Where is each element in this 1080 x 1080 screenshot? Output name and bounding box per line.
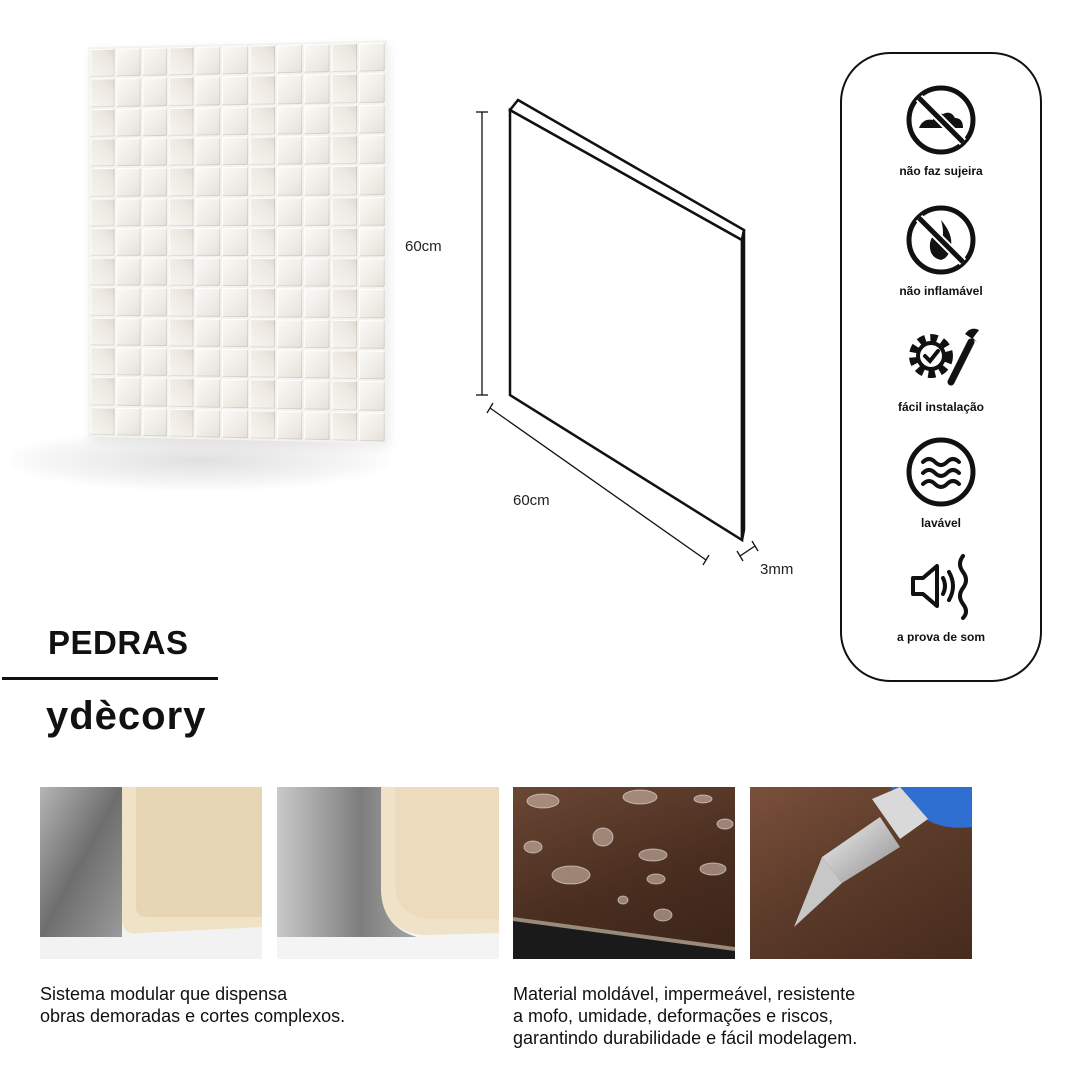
stone-tile	[359, 197, 385, 226]
waterproof-wood-photo	[513, 787, 735, 959]
stone-tile	[359, 43, 385, 72]
stone-tile	[277, 319, 302, 348]
stone-tile	[196, 46, 221, 75]
stone-tile	[196, 409, 221, 438]
feature-no-dirt	[842, 84, 1040, 178]
stone-tile	[196, 349, 221, 378]
stone-tile	[277, 228, 302, 257]
stone-tile	[331, 74, 357, 103]
stone-tile	[143, 378, 167, 406]
stone-tile	[359, 135, 385, 164]
stone-tile	[277, 44, 302, 73]
stone-tile	[277, 411, 302, 440]
thickness-dimension-line	[740, 546, 755, 556]
width-label: 60cm	[513, 492, 550, 509]
stone-tile	[116, 48, 140, 76]
board-side-edge	[742, 230, 744, 540]
stone-tile	[116, 348, 140, 376]
stone-tile	[223, 76, 248, 105]
stone-tile	[90, 288, 114, 316]
stone-tile	[359, 166, 385, 195]
brand-logo: ydècory	[46, 694, 207, 738]
stone-tile	[223, 137, 248, 166]
stone-tile	[143, 168, 167, 196]
stone-tile	[169, 137, 194, 165]
features-card	[840, 52, 1042, 682]
stone-tile	[277, 75, 302, 104]
stone-tile	[116, 377, 140, 405]
stone-tile	[116, 288, 140, 316]
feature-label: lavável	[920, 516, 962, 530]
stone-tile	[331, 43, 357, 72]
stone-tile	[143, 198, 167, 226]
stone-tile	[223, 349, 248, 378]
stone-tile	[169, 348, 194, 376]
dimension-diagram	[470, 90, 810, 590]
stone-tile	[143, 408, 167, 437]
stone-tile	[90, 228, 114, 256]
stone-tile	[331, 320, 357, 349]
stone-tile	[359, 289, 385, 318]
stone-tile	[223, 228, 248, 256]
stone-tile	[223, 197, 248, 225]
stone-tile	[331, 381, 357, 410]
stone-tile	[143, 138, 167, 166]
stone-tile	[116, 228, 140, 256]
modular-corner-photo-1	[40, 787, 262, 959]
feature-label: fácil instalação	[897, 400, 985, 414]
stone-tile	[331, 350, 357, 379]
stone-tile	[90, 79, 114, 107]
stone-tile	[359, 381, 385, 410]
stone-tile	[90, 109, 114, 137]
stone-tile	[223, 409, 248, 438]
stone-tile	[331, 289, 357, 318]
stone-tile	[249, 45, 274, 74]
stone-tile	[90, 347, 114, 375]
caption-modular	[40, 983, 345, 1027]
stone-tile	[249, 197, 274, 225]
stone-tile	[116, 108, 140, 136]
stone-tile	[196, 288, 221, 316]
stone-tile	[249, 410, 274, 439]
stone-tile	[277, 350, 302, 379]
stone-tile	[359, 258, 385, 287]
stone-tile-grid	[88, 40, 386, 443]
stone-tile	[196, 77, 221, 106]
stone-tile	[249, 258, 274, 286]
stone-tile	[331, 258, 357, 287]
feature-easy-install	[842, 320, 1040, 414]
feature-label: a prova de som	[896, 630, 986, 644]
caption-line: obras demoradas e cortes complexos.	[40, 1006, 346, 1026]
stone-tile	[249, 228, 274, 256]
stone-tile	[304, 411, 329, 440]
stone-tile	[304, 166, 329, 195]
stone-tile	[223, 258, 248, 286]
feature-label: não inflamável	[899, 284, 983, 298]
stone-tile	[169, 288, 194, 316]
stone-tile	[196, 258, 221, 286]
stone-tile	[169, 107, 194, 135]
stone-tile	[169, 168, 194, 196]
stone-tile	[116, 168, 140, 196]
stone-tile	[196, 318, 221, 346]
stone-tile	[304, 319, 329, 348]
stone-tile	[169, 198, 194, 226]
stone-tile	[249, 289, 274, 318]
stone-tile	[90, 377, 114, 405]
stone-tile	[116, 138, 140, 166]
stone-tile	[90, 407, 114, 435]
stone-tile	[90, 317, 114, 345]
stone-tile	[223, 167, 248, 195]
stone-tile	[116, 198, 140, 226]
stone-tile	[277, 258, 302, 287]
stone-tile	[304, 136, 329, 165]
stone-tile	[331, 197, 357, 226]
caption-line: a mofo, umidade, deformações e riscos,	[513, 1006, 834, 1026]
stone-tile	[223, 46, 248, 75]
stone-tile	[304, 197, 329, 226]
stone-tile	[249, 136, 274, 165]
stone-tile	[196, 167, 221, 195]
stone-tile	[196, 228, 221, 256]
stone-tile	[196, 198, 221, 226]
stone-tile	[277, 380, 302, 409]
stone-tile	[223, 319, 248, 348]
brand-divider	[2, 677, 218, 680]
stone-tile	[143, 228, 167, 256]
stone-tile	[359, 228, 385, 257]
stone-tile	[90, 168, 114, 196]
stone-tile	[304, 258, 329, 287]
stone-tile	[116, 78, 140, 106]
stone-tile	[196, 379, 221, 408]
stone-tile	[90, 198, 114, 226]
stone-tile	[249, 76, 274, 105]
speaker-soundwave-icon	[901, 550, 981, 622]
stone-panel-image	[0, 30, 420, 500]
feature-washable	[842, 436, 1040, 530]
stone-tile	[249, 349, 274, 378]
stone-tile	[143, 48, 167, 77]
brand-name: PEDRAS	[48, 624, 189, 661]
stone-tile	[331, 105, 357, 134]
stone-tile	[169, 47, 194, 76]
stone-tile	[304, 44, 329, 73]
stone-tile	[116, 258, 140, 286]
stone-tile	[249, 106, 274, 135]
stone-tile	[331, 135, 357, 164]
stone-tile	[116, 407, 140, 435]
stone-tile	[277, 197, 302, 226]
water-waves-icon	[905, 436, 977, 508]
stone-tile	[304, 380, 329, 409]
stone-tile	[304, 350, 329, 379]
stone-tile	[116, 318, 140, 346]
stone-tile	[359, 320, 385, 349]
stone-tile	[359, 73, 385, 102]
gear-wrench-check-icon	[901, 320, 981, 392]
stone-tile	[277, 136, 302, 165]
no-fire-icon	[905, 204, 977, 276]
stone-tile	[359, 412, 385, 441]
stone-tile	[143, 108, 167, 136]
no-dirt-icon	[905, 84, 977, 156]
stone-tile	[196, 107, 221, 136]
stone-tile	[169, 318, 194, 346]
caption-line: garantindo durabilidade e fácil modelagem.	[513, 1028, 858, 1048]
stone-tile	[196, 137, 221, 165]
stone-tile	[304, 228, 329, 257]
feature-label: não faz sujeira	[899, 164, 983, 178]
thickness-label: 3mm	[760, 561, 794, 578]
stone-tile	[331, 228, 357, 257]
stone-tile	[223, 106, 248, 135]
stone-tile	[277, 106, 302, 135]
stone-tile	[249, 319, 274, 348]
stone-tile	[169, 408, 194, 437]
scratch-resistant-photo	[750, 787, 972, 959]
stone-tile	[277, 289, 302, 318]
stone-tile	[169, 77, 194, 106]
caption-material	[513, 983, 857, 1049]
stone-tile	[223, 379, 248, 408]
stone-tile	[143, 318, 167, 346]
stone-tile	[90, 258, 114, 286]
feature-soundproof	[842, 550, 1040, 644]
stone-tile	[331, 166, 357, 195]
stone-tile	[359, 351, 385, 380]
stone-tile	[143, 78, 167, 106]
caption-line: Material moldável, impermeável, resistente	[513, 984, 856, 1004]
stone-tile	[169, 378, 194, 407]
height-label: 60cm	[405, 238, 442, 255]
feature-no-fire	[842, 204, 1040, 298]
stone-tile	[277, 167, 302, 196]
stone-tile	[249, 380, 274, 409]
stone-tile	[331, 412, 357, 441]
stone-tile	[169, 228, 194, 256]
stone-tile	[249, 167, 274, 196]
stone-tile	[143, 258, 167, 286]
stone-tile	[304, 289, 329, 318]
stone-tile	[223, 288, 248, 316]
modular-corner-photo-2	[277, 787, 499, 959]
stone-tile	[143, 348, 167, 376]
stone-tile	[359, 104, 385, 133]
stone-tile	[169, 258, 194, 286]
stone-tile	[90, 49, 114, 77]
stone-tile	[304, 105, 329, 134]
stone-tile	[143, 288, 167, 316]
stone-tile	[304, 74, 329, 103]
stone-tile	[90, 138, 114, 166]
caption-line: Sistema modular que dispensa	[40, 984, 288, 1004]
